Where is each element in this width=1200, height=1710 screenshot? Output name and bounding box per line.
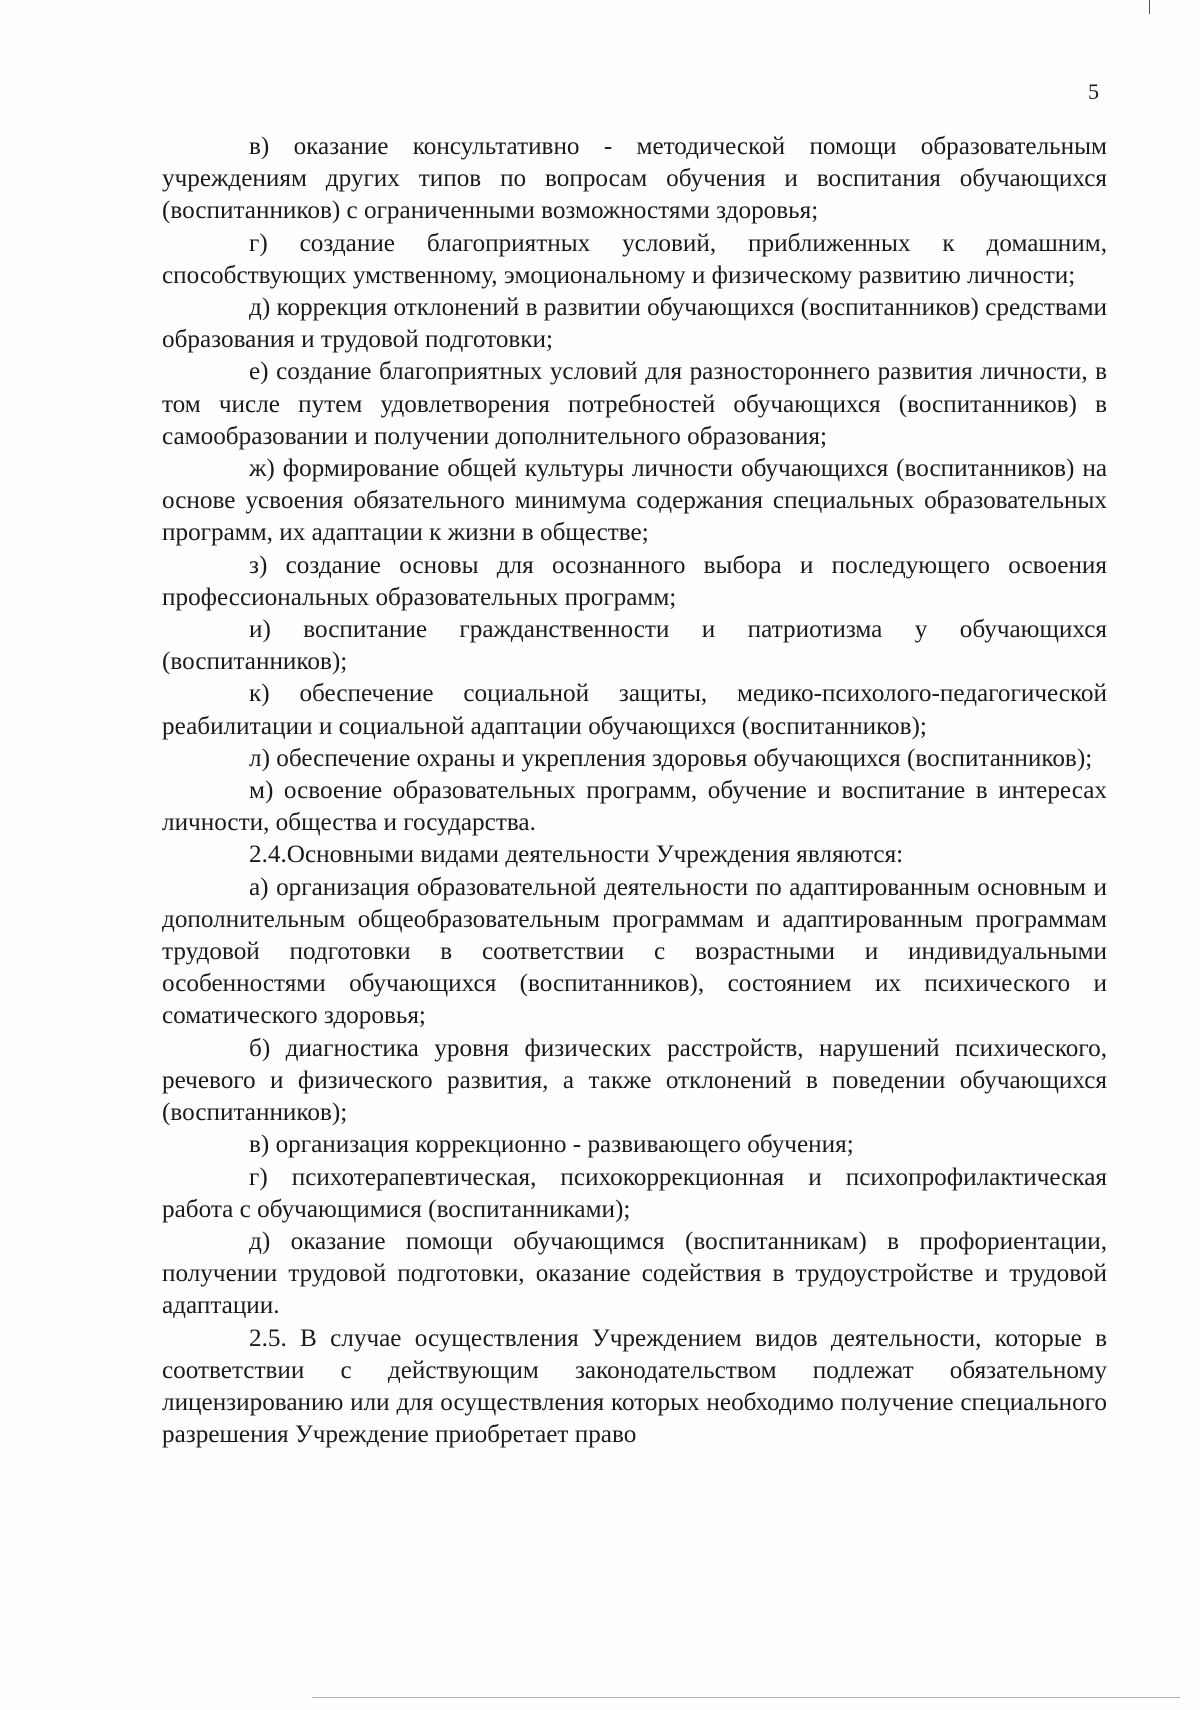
paragraph-m-programs: м) освоение образовательных программ, обучение и воспитание в интересах личности, общества и государства.	[162, 777, 1107, 837]
paragraph-e-development: е) создание благоприятных условий для разностороннего развития личности, в том числе путем удовлетворения потребностей обучающихся (воспитанников) в самообразовании и получении дополнительного образования;	[162, 358, 1107, 450]
paragraph-d-career-help: д) оказание помощи обучающимся (воспитанникам) в профориентации, получении трудовой подготовки, оказание содействия в трудоустройстве и трудовой адаптации.	[162, 1227, 1107, 1320]
paragraph-2-5-licensing: 2.5. В случае осуществления Учреждением видов деятельности, которые в соответствии с действующим законодательством подлежат обязательному лицензированию или для осуществления которых необходимо получение специального разрешения Учреждение приобретает право	[162, 1324, 1107, 1449]
paragraph-i-citizenship: и) воспитание гражданственности и патриотизма у обучающихся (воспитанников);	[162, 616, 1107, 676]
body-text	[162, 131, 1107, 1451]
paragraph-v-consulting: в) оказание консультативно - методической помощи образовательным учреждениям других типов по вопросам обучения и воспитания обучающихся (воспитанников) с ограниченными возможностями здоровья;	[162, 133, 1107, 225]
paragraph-zh-culture: ж) формирование общей культуры личности обучающихся (воспитанников) на основе усвоения обязательного минимума содержания специальных образовательных программ, их адаптации к жизни в обществе;	[162, 455, 1107, 547]
page-number: 5	[1088, 79, 1099, 104]
bottom-scan-line	[312, 1697, 1180, 1698]
paragraph-k-social-protection: к) обеспечение социальной защиты, медико-психолого-педагогической реабилитации и социальной адаптации обучающихся (воспитанников);	[162, 680, 1107, 740]
page-edge-mark	[1149, 0, 1150, 14]
paragraph-d-correction: д) коррекция отклонений в развитии обучающихся (воспитанников) средствами образования и трудовой подготовки;	[162, 294, 1107, 354]
paragraph-v-correction-training: в) организация коррекционно - развивающего обучения;	[249, 1131, 854, 1159]
paragraph-g-conditions: г) создание благоприятных условий, приближенных к домашним, способствующих умственному, эмоциональному и физическому развитию личности;	[162, 229, 1107, 289]
paragraph-l-health: л) обеспечение охраны и укрепления здоровья обучающихся (воспитанников);	[249, 744, 1093, 772]
paragraph-g-psychotherapy: г) психотерапевтическая, психокоррекционная и психопрофилактическая работа с обучающимися (воспитанниками);	[162, 1163, 1107, 1223]
paragraph-z-foundation: з) создание основы для осознанного выбора и последующего освоения профессиональных образовательных программ;	[162, 551, 1107, 611]
paragraph-a-organization: а) организация образовательной деятельности по адаптированным основным и дополнительным общеобразовательным программам и адаптированным программам трудовой подготовки в соответствии с возрастными и индивидуальными особенностями обучающихся (воспитанников), состоянием их психического и соматического здоровья;	[162, 873, 1107, 1030]
paragraph-2-4-heading: 2.4.Основными видами деятельности Учреждения являются:	[249, 841, 904, 869]
paragraph-b-diagnostics: б) диагностика уровня физических расстройств, нарушений психического, речевого и физического развития, а также отклонений в поведении обучающихся (воспитанников);	[162, 1034, 1107, 1127]
